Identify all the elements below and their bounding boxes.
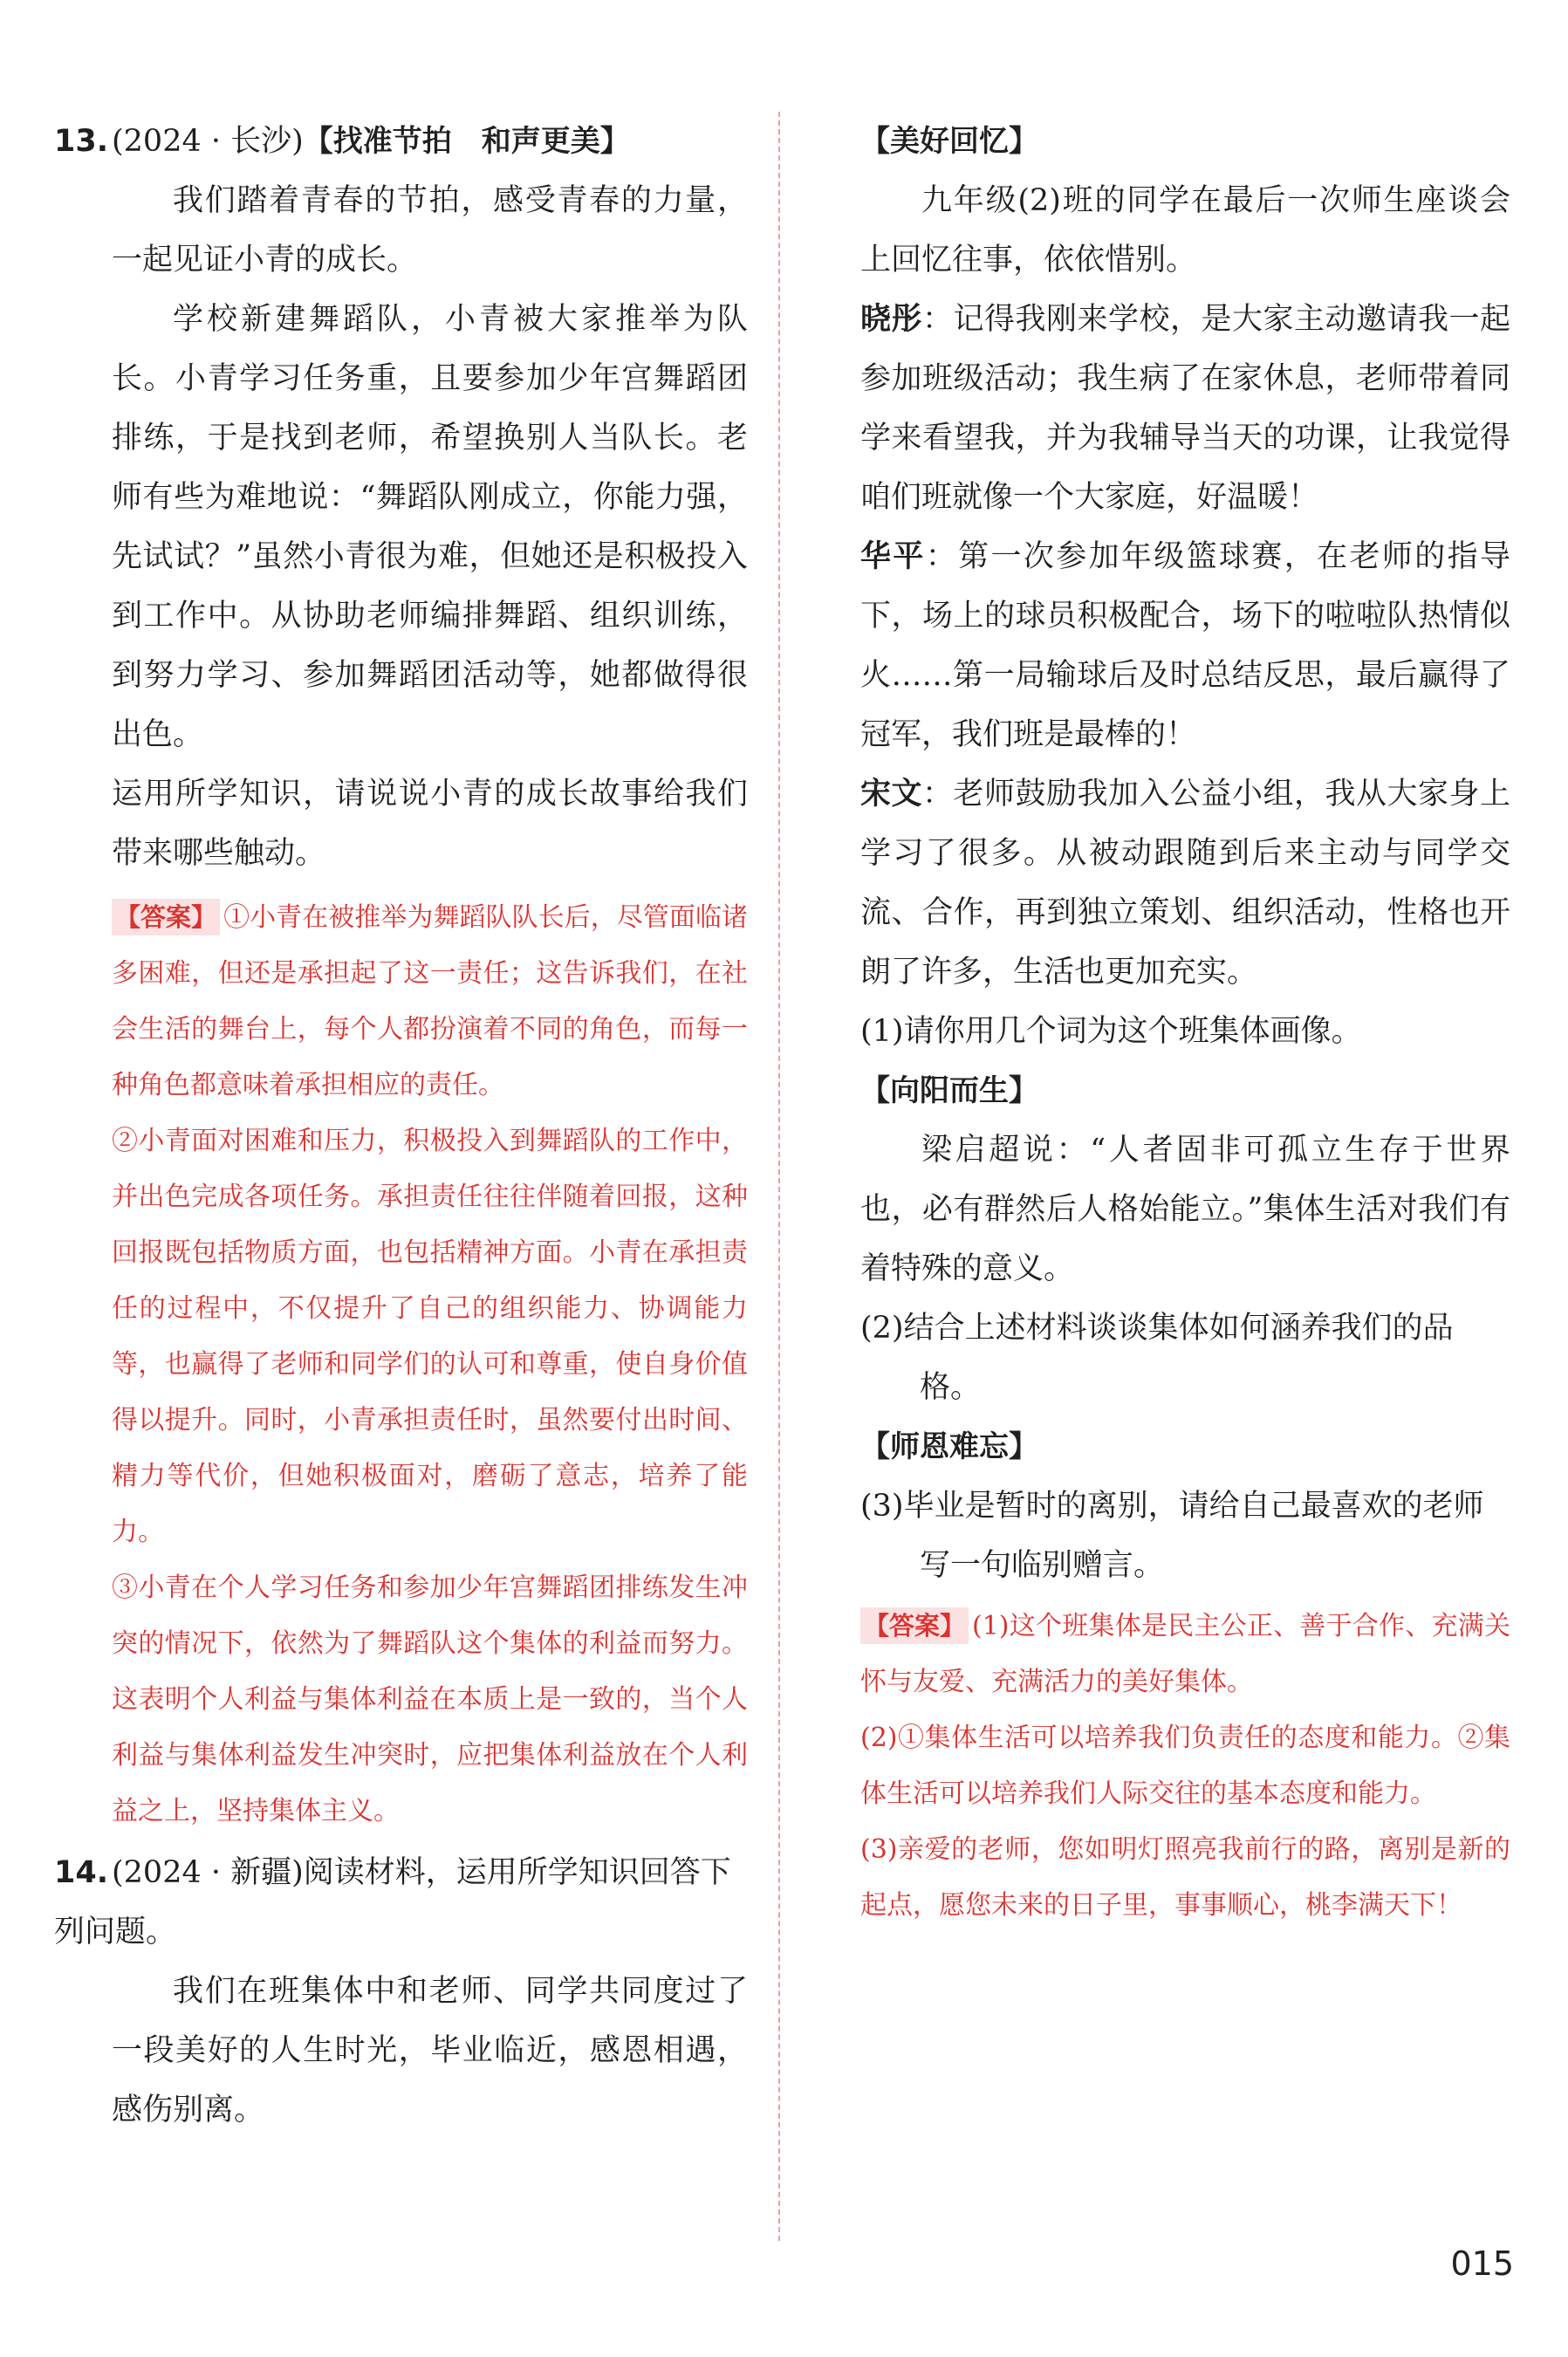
question-13-header (54, 112, 748, 171)
right-column (860, 112, 1510, 1934)
speaker-name: 晓彤 (860, 302, 922, 337)
answer-paragraph: ③小青在个人学习任务和参加少年宫舞蹈团排练发生冲突的情况下，依然为了舞蹈队这个集体的利益而努力。这表明个人利益与集体利益在本质上是一致的，当个人利益与集体利益发生冲突时，应把集体利益放在个人利益之上，坚持集体主义。 (112, 1572, 748, 1826)
section-title: 【师恩难忘】 (860, 1429, 1038, 1464)
page-number: 015 (1450, 2244, 1514, 2283)
answer-paragraph: ②小青面对困难和压力，积极投入到舞蹈队的工作中，并出色完成各项任务。承担责任往往伴随着回报，这种回报既包括物质方面，也包括精神方面。小青在承担责任的过程中，不仅提升了自己的组织能力、协调能力等，也赢得了老师和同学们的认可和尊重，使自身价值得以提升。同时，小青承担责任时，虽然要付出时间、精力等代价，但她积极面对，磨砺了意志，培养了能力。 (112, 1126, 748, 1547)
question-number: 14. (54, 1855, 109, 1890)
speaker-name: 华平 (860, 539, 926, 574)
question-intro: 阅读材料，运用所学知识回答下列问题。 (54, 1855, 731, 1949)
sub-question: (3)毕业是暂时的离别，请给自己最喜欢的老师写一句临别赠言。 (860, 1489, 1484, 1583)
question-theme: 【找准节拍 和声更美】 (303, 124, 630, 159)
answer-paragraph (860, 1599, 1510, 1710)
sub-question: (2)结合上述材料谈谈集体如何涵养我们的品格。 (860, 1311, 1454, 1405)
sub-question: (1)请你用几个词为这个班集体画像。 (860, 1014, 1362, 1049)
question-source: (2024 · 新疆) (112, 1855, 304, 1890)
speaker-paragraph (860, 764, 1510, 1002)
material-paragraph: 九年级(2)班的同学在最后一次师生座谈会上回忆往事，依依惜别。 (860, 183, 1510, 277)
speaker-text: ：第一次参加年级篮球赛，在老师的指导下，场上的球员积极配合，场下的啦啦队热情似火……第一局输球后及时总结反思，最后赢得了冠军，我们班是最棒的！ (860, 539, 1510, 752)
column-divider (778, 112, 780, 2241)
answer-paragraph: (2)①集体生活可以培养我们负责任的态度和能力。②集体生活可以培养我们人际交往的基本态度和能力。 (860, 1723, 1510, 1809)
section-title: 【向阳而生】 (860, 1073, 1038, 1108)
material-paragraph: 我们踏着青春的节拍，感受青春的力量，一起见证小青的成长。 (112, 183, 748, 277)
speaker-name: 宋文 (860, 777, 922, 812)
material-paragraph: 学校新建舞蹈队，小青被大家推举为队长。小青学习任务重，且要参加少年宫舞蹈团排练，于是找到老师，希望换别人当队长。老师有些为难地说：“舞蹈队刚成立，你能力强，先试试？”虽然小青很为难，但她还是积极投入到工作中。从协助老师编排舞蹈、组织训练，到努力学习、参加舞蹈团活动等，她都做得很出色。 (112, 302, 748, 752)
question-13-body (54, 171, 748, 1840)
speaker-text: ：记得我刚来学校，是大家主动邀请我一起参加班级活动；我生病了在家休息，老师带着同学来看望我，并为我辅导当天的功课，让我觉得咱们班就像一个大家庭，好温暖！ (860, 302, 1510, 515)
question-prompt: 运用所学知识，请说说小青的成长故事给我们带来哪些触动。 (112, 777, 748, 871)
answer-label: 【答案】 (860, 1607, 969, 1644)
speaker-paragraph (860, 527, 1510, 764)
answer-text: ①小青在被推举为舞蹈队队长后，尽管面临诸多困难，但还是承担起了这一责任；这告诉我们，在社会生活的舞台上，每个人都扮演着不同的角色，而每一种角色都意味着承担相应的责任。 (112, 902, 748, 1100)
speaker-text: ：老师鼓励我加入公益小组，我从大家身上学习了很多。从被动跟随到后来主动与同学交流、合作，再到独立策划、组织活动，性格也开朗了许多，生活也更加充实。 (860, 777, 1510, 990)
answer-paragraph: (3)亲爱的老师，您如明灯照亮我前行的路，离别是新的起点，愿您未来的日子里，事事顺心，桃李满天下！ (860, 1834, 1510, 1921)
material-paragraph: 梁启超说：“人者固非可孤立生存于世界也，必有群然后人格始能立。”集体生活对我们有着特殊的意义。 (860, 1133, 1510, 1286)
left-column (54, 112, 748, 2140)
speaker-paragraph (860, 290, 1510, 527)
answer-label: 【答案】 (112, 899, 220, 935)
answer-paragraph (112, 890, 748, 1113)
question-14-body (54, 1962, 748, 2140)
question-14-header (54, 1843, 748, 1962)
material-paragraph: 我们在班集体中和老师、同学共同度过了一段美好的人生时光，毕业临近，感恩相遇，感伤别离。 (112, 1974, 748, 2127)
answer-text: (1)这个班集体是民主公正、善于合作、充满关怀与友爱、充满活力的美好集体。 (860, 1611, 1510, 1697)
question-source: (2024 · 长沙) (112, 124, 304, 159)
question-number: 13. (54, 124, 109, 159)
section-title: 【美好回忆】 (860, 124, 1038, 159)
